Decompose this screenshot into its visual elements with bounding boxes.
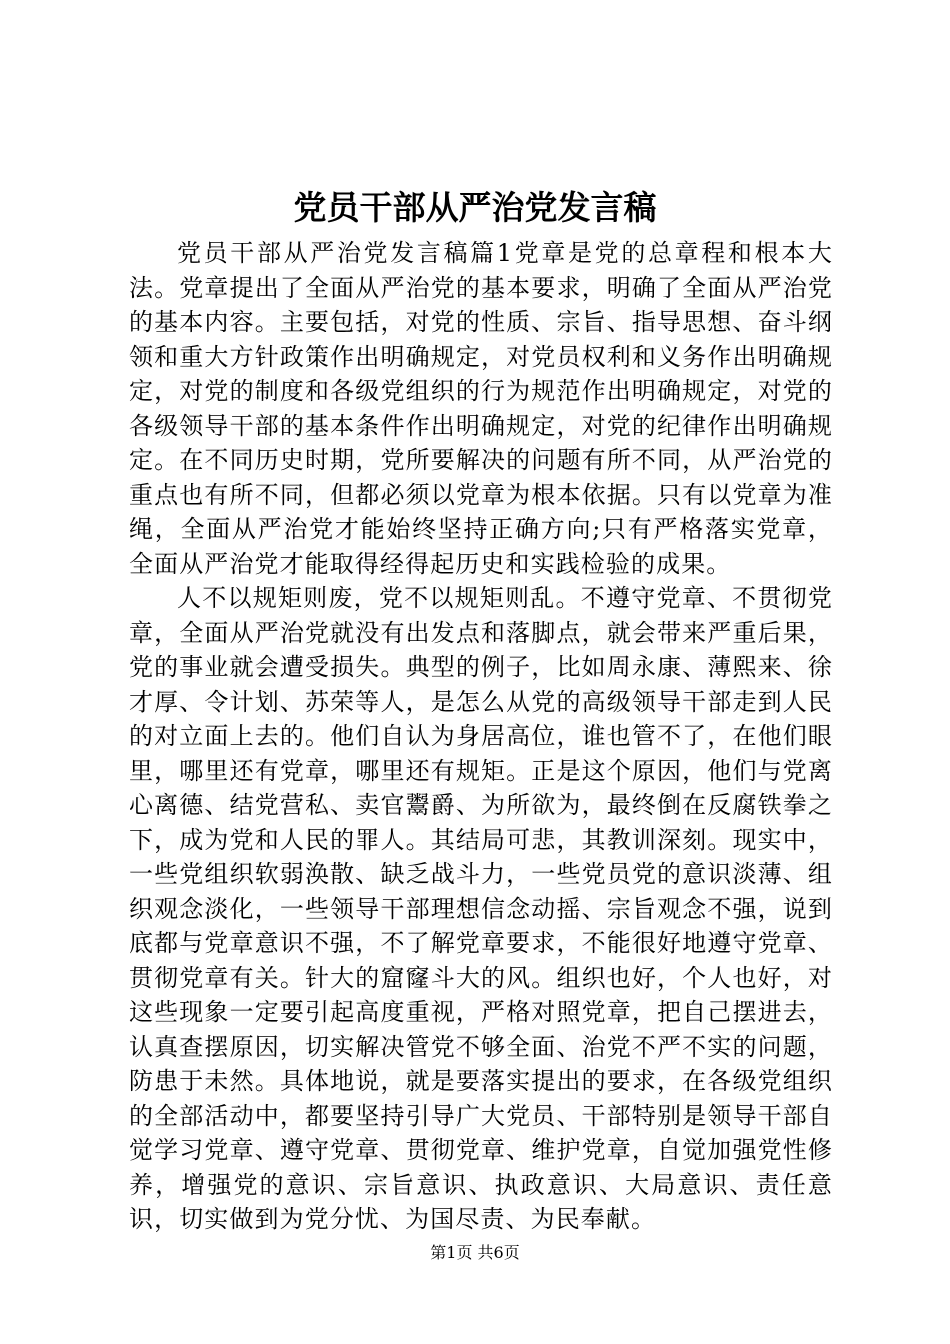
paragraph-2: 人不以规矩则废，党不以规矩则乱。不遵守党章、不贯彻党章，全面从严治党就没有出发点和落脚点，就会带来严重后果，党的事业就会遭受损失。典型的例子，比如周永康、薄熙来、徐才厚、令计划、苏荣等人，是怎么从党的高级领导干部走到人民的对立面上去的。他们自认为身居高位，谁也管不了，在他们眼里，哪里还有党章，哪里还有规矩。正是这个原因，他们与党离心离德、结党营私、卖官鬻爵、为所欲为，最终倒在反腐铁拳之下，成为党和人民的罪人。其结局可悲，其教训深刻。现实中，一些党组织软弱涣散、缺乏战斗力，一些党员党的意识淡薄、组织观念淡化，一些领导干部理想信念动摇、宗旨观念不强，说到底都与党章意识不强，不了解党章要求，不能很好地遵守党章、贯彻党章有关。针大的窟窿斗大的风。组织也好，个人也好，对这些现象一定要引起高度重视，严格对照党章，把自己摆进去，认真查摆原因，切实解决管党不够全面、治党不严不实的问题，防患于未然。具体地说，就是要落实提出的要求，在各级党组织的全部活动中，都要坚持引导广大党员、干部特别是领导干部自觉学习党章、遵守党章、贯彻党章、维护党章，自觉加强党性修养，增强党的意识、宗旨意识、执政意识、大局意识、责任意识，切实做到为党分忧、为国尽责、为民奉献。: [129, 584, 833, 1233]
document-body: [129, 236, 833, 1237]
page-number-footer: 第1页 共6页: [430, 1243, 520, 1262]
paragraph-1: 党员干部从严治党发言稿篇1党章是党的总章程和根本大法。党章提出了全面从严治党的基本要求，明确了全面从严治党的基本内容。主要包括，对党的性质、宗旨、指导思想、奋斗纲领和重大方针政策作出明确规定，对党员权利和义务作出明确规定，对党的制度和各级党组织的行为规范作出明确规定，对党的各级领导干部的基本条件作出明确规定，对党的纪律作出明确规定。在不同历史时期，党所要解决的问题有所不同，从严治党的重点也有所不同，但都必须以党章为根本依据。只有以党章为准绳，全面从严治党才能始终坚持正确方向;只有严格落实党章，全面从严治党才能取得经得起历史和实践检验的成果。: [129, 239, 833, 578]
document-title: 党员干部从严治党发言稿: [293, 188, 657, 227]
